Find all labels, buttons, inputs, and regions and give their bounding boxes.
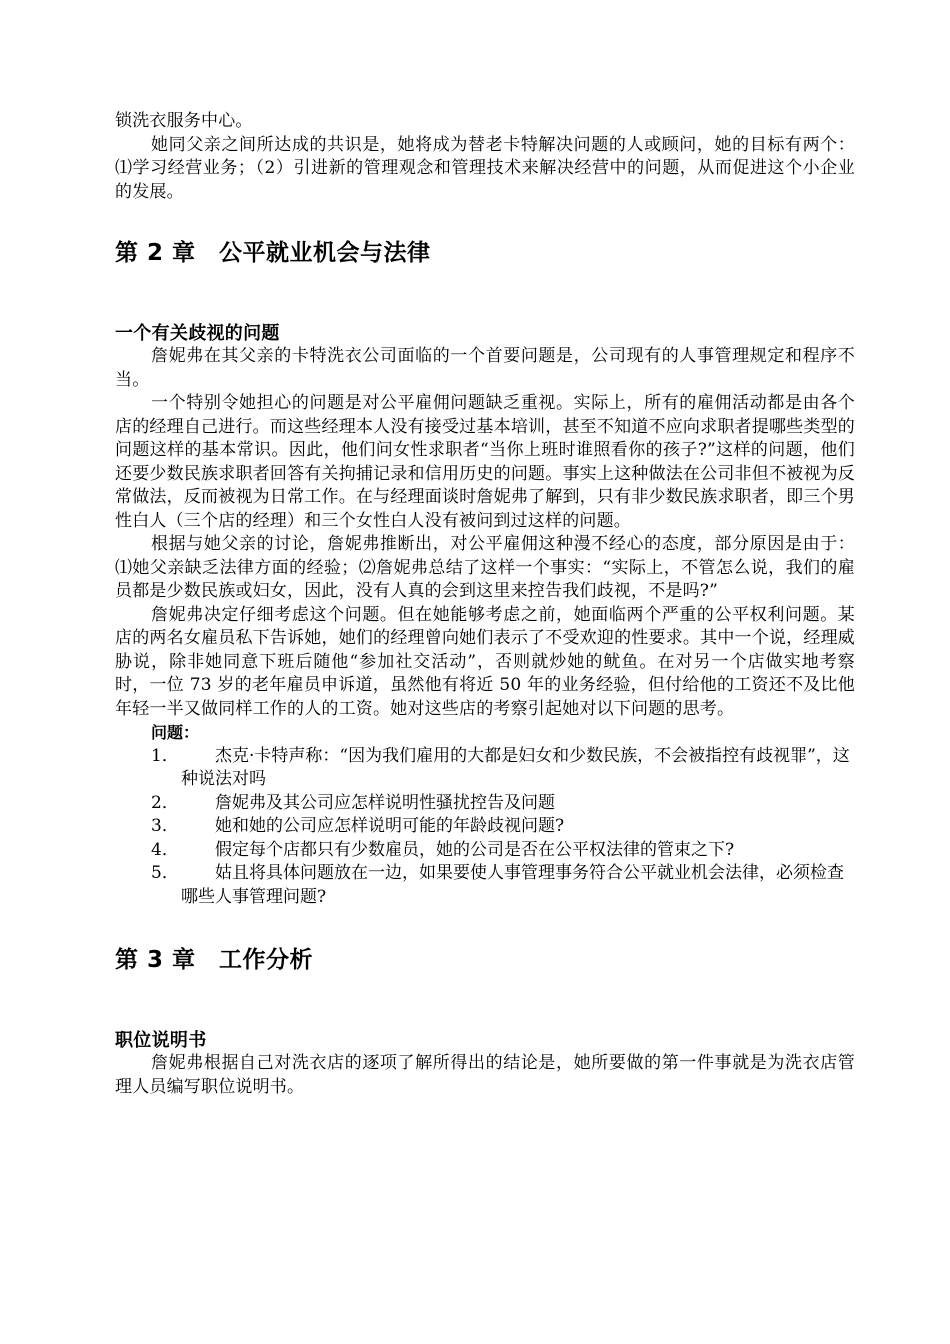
question-number: 2． (151, 792, 179, 813)
question-item (115, 839, 855, 863)
question-text: 她和她的公司应怎样说明可能的年龄歧视问题? (215, 816, 565, 836)
document-page (115, 0, 855, 1099)
question-text: 杰克·卡特声称：“因为我们雇用的大都是妇女和少数民族，不会被指控有歧视罪”，这种说法对吗 (181, 745, 850, 789)
question-number: 4． (151, 839, 179, 860)
questions-list (115, 745, 855, 910)
chapter-2-title: 第 2 章 公平就业机会与法律 (115, 240, 431, 266)
questions-label: 问题： (151, 723, 200, 742)
question-text: 詹妮弗及其公司应怎样说明性骚扰控告及问题 (215, 792, 555, 813)
chapter-2-paragraph-2: 一个特别令她担心的问题是对公平雇佣问题缺乏重视。实际上，所有的雇佣活动都是由各个店的经理自己进行。而这些经理本人没有接受过基本培训，甚至不知道不应向求职者提哪些类型的问题这样的基本常识。因此，他们问女性求职者“当你上班时谁照看你的孩子?”这样的问题，他们还要少数民族求职者回答有关拘捕记录和信用历史的问题。事实上这种做法在公司非但不被视为反常做法，反而被视为日常工作。在与经理面谈时詹妮弗了解到，只有非少数民族求职者，即三个男性白人（三个店的经理）和三个女性白人没有被问到过这样的问题。 (115, 393, 855, 531)
chapter-2-section-title: 一个有关歧视的问题 (115, 323, 280, 344)
question-text: 假定每个店都只有少数雇员，她的公司是否在公平权法律的管束之下? (215, 839, 735, 860)
question-item (115, 792, 855, 816)
chapter-2-paragraph-4: 詹妮弗决定仔细考虑这个问题。但在她能够考虑之前，她面临两个严重的公平权利问题。某店的两名女雇员私下告诉她，她们的经理曾向她们表示了不受欢迎的性要求。其中一个说，经理威胁说，除非她同意下班后随他“参加社交活动”，否则就炒她的鱿鱼。在对另一个店做实地考察时，一位 73 岁的老年雇员申诉道，虽然他有将近 50 年的业务经验，但付给他的工资还不及比他年轻一半又做同样工作的人的工资。她对这些店的考察引起她对以下问题的思考。 (115, 604, 855, 719)
question-item (115, 745, 855, 792)
question-number: 1． (151, 745, 179, 766)
chapter-2-paragraph-1: 詹妮弗在其父亲的卡特洗衣公司面临的一个首要问题是，公司现有的人事管理规定和程序不当。 (115, 346, 855, 390)
question-number: 3． (151, 816, 179, 836)
question-item (115, 862, 855, 909)
chapter-2-paragraph-3: 根据与她父亲的讨论，詹妮弗推断出，对公平雇佣这种漫不经心的态度，部分原因是由于：⑴她父亲缺乏法律方面的经验；⑵詹妮弗总结了这样一个事实：“实际上，不管怎么说，我们的雇员都是少数民族或妇女，因此，没有人真的会到这里来控告我们歧视，不是吗?” (115, 534, 855, 601)
chapter-3-paragraph-1: 詹妮弗根据自己对洗衣店的逐项了解所得出的结论是，她所要做的第一件事就是为洗衣店管理人员编写职位说明书。 (115, 1053, 855, 1097)
top-fragment: 锁洗衣服务中心。 (115, 111, 253, 131)
question-number: 5． (151, 863, 179, 883)
chapter-3-title: 第 3 章 工作分析 (115, 947, 314, 973)
intro-paragraph: 她同父亲之间所达成的共识是，她将成为替老卡特解决问题的人或顾问，她的目标有两个：⑴学习经营业务；（2）引进新的管理观念和管理技术来解决经营中的问题，从而促进这个小企业的发展。 (115, 134, 855, 202)
chapter-3-section-title: 职位说明书 (115, 1030, 207, 1051)
question-text: 姑且将具体问题放在一边，如果要使人事管理事务符合公平就业机会法律，必须检查哪些人事管理问题? (181, 863, 844, 907)
question-item (115, 815, 855, 839)
